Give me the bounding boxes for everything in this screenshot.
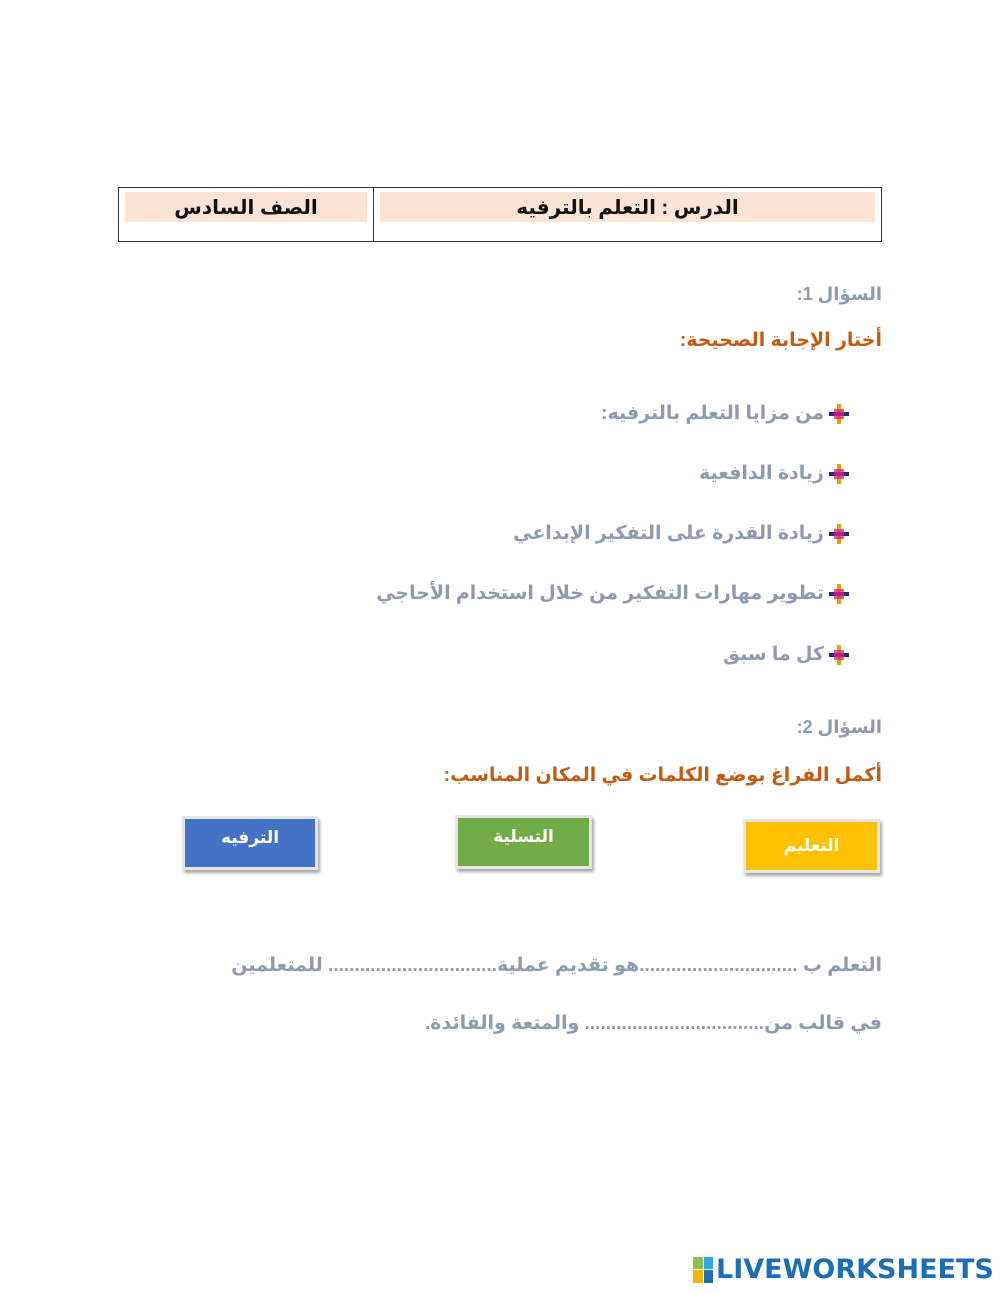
grade-cell bbox=[119, 188, 374, 241]
bullet-icon bbox=[828, 523, 850, 545]
drop-blank-3[interactable]: .................................. bbox=[584, 1013, 765, 1034]
answer-option-1[interactable] bbox=[699, 462, 850, 485]
fill-sentence-line1 bbox=[231, 954, 882, 977]
question1-stem bbox=[601, 402, 850, 425]
word-card-amusement[interactable]: التسلية bbox=[455, 815, 592, 869]
bullet-icon bbox=[828, 403, 850, 425]
logo-text: LIVEWORKSHEETS bbox=[716, 1254, 994, 1285]
sentence-text: للمتعلمين bbox=[231, 955, 329, 976]
sentence-text: هو تقديم عملية bbox=[496, 955, 640, 976]
word-card-entertainment[interactable]: الترفيه bbox=[182, 816, 318, 870]
sentence-text: والمتعة والفائدة. bbox=[424, 1013, 585, 1034]
lesson-title: الدرس : التعلم بالترفيه bbox=[380, 192, 875, 222]
header-table bbox=[118, 187, 882, 242]
logo-mark-icon bbox=[693, 1257, 713, 1283]
lesson-cell bbox=[374, 188, 881, 241]
bullet-icon bbox=[828, 583, 850, 605]
answer-option-text: زيادة القدرة على التفكير الإبداعي bbox=[513, 523, 824, 544]
word-card-education[interactable]: التعليم bbox=[743, 819, 880, 873]
bullet-icon bbox=[828, 463, 850, 485]
question2-instruction: أكمل الفراغ بوضع الكلمات في المكان المناسب: bbox=[443, 765, 882, 786]
question1-instruction: أختار الإجابة الصحيحة: bbox=[679, 330, 882, 351]
answer-option-4[interactable] bbox=[723, 643, 850, 666]
sentence-text: في قالب من bbox=[764, 1013, 882, 1034]
bullet-icon bbox=[828, 644, 850, 666]
answer-option-text: كل ما سبق bbox=[722, 644, 824, 665]
answer-option-2[interactable] bbox=[513, 522, 850, 545]
sentence-text: التعلم ب bbox=[797, 955, 882, 976]
grade-title: الصف السادس bbox=[125, 192, 367, 222]
drop-blank-1[interactable]: .............................. bbox=[639, 955, 798, 976]
question2-label: السؤال 2: bbox=[796, 717, 882, 737]
liveworksheets-logo bbox=[693, 1254, 994, 1285]
question1-label: السؤال 1: bbox=[796, 284, 882, 304]
fill-sentence-line2 bbox=[425, 1012, 882, 1035]
answer-option-3[interactable] bbox=[376, 582, 850, 605]
answer-option-text: تطوير مهارات التفكير من خلال استخدام الأحاجي bbox=[376, 583, 824, 604]
question1-stem-text: من مزايا التعلم بالترفيه: bbox=[601, 403, 824, 424]
answer-option-text: زيادة الدافعية bbox=[698, 463, 824, 484]
drop-blank-2[interactable]: ................................ bbox=[328, 955, 497, 976]
